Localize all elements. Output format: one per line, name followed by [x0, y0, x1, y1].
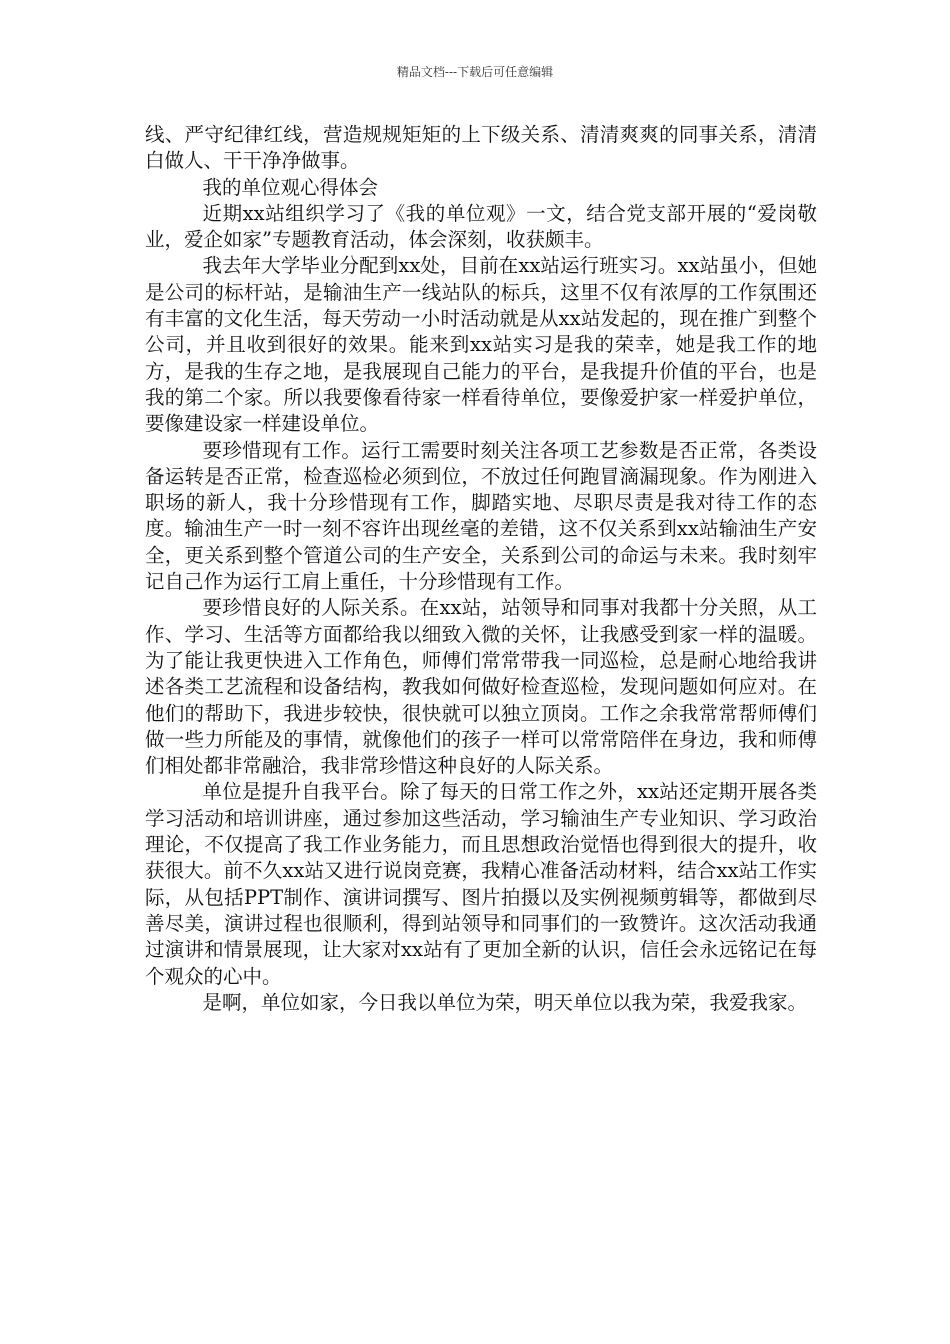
document-body	[145, 122, 817, 1016]
paragraph-cherish-work: 要珍惜现有工作。运行工需要时刻关注各项工艺参数是否正常，各类设备运转是否正常，检查巡检必须到位，不放过任何跑冒滴漏现象。作为刚进入职场的新人，我十分珍惜现有工作，脚踏实地、尽职尽责是我对待工作的态度。输油生产一时一刻不容许出现丝毫的差错，这不仅关系到xx站输油生产安全，更关系到整个管道公司的生产安全，关系到公司的命运与未来。我时刻牢记自己作为运行工肩上重任，十分珍惜现有工作。	[145, 438, 817, 594]
paragraph-intro: 近期xx站组织学习了《我的单位观》一文，结合党支部开展的“爱岗敬业，爱企如家”专题教育活动，体会深刻，收获颇丰。	[145, 201, 817, 252]
paragraph-relationships: 要珍惜良好的人际关系。在xx站，站领导和同事对我都十分关照，从工作、学习、生活等方面都给我以细致入微的关怀，让我感受到家一样的温暖。为了能让我更快进入工作角色，师傅们常常带我一同巡检，总是耐心地给我讲述各类工艺流程和设备结构，教我如何做好检查巡检，发现问题如何应对。在他们的帮助下，我进步较快，很快就可以独立顶岗。工作之余我常常帮师傅们做一些力所能及的事情，就像他们的孩子一样可以常常陪伴在身边，我和师傅们相处都非常融洽，我非常珍惜这种良好的人际关系。	[145, 596, 817, 778]
paragraph-continuation: 线、严守纪律红线，营造规规矩矩的上下级关系、清清爽爽的同事关系，清清白做人、干干净净做事。	[145, 123, 817, 173]
paragraph-conclusion: 是啊，单位如家，今日我以单位为荣，明天单位以我为荣，我爱我家。	[202, 990, 808, 1014]
paragraph-background: 我去年大学毕业分配到xx处，目前在xx站运行班实习。xx站虽小，但她是公司的标杆站，是输油生产一线站队的标兵，这里不仅有浓厚的工作氛围还有丰富的文化生活，每天劳动一小时活动就是从xx站发起的，现在推广到整个公司，并且收到很好的效果。能来到xx站实习是我的荣幸，她是我工作的地方，是我的生存之地，是我展现自己能力的平台，是我提升价值的平台，也是我的第二个家。所以我要像看待家一样看待单位，要像爱护家一样爱护单位，要像建设家一样建设单位。	[145, 254, 817, 436]
paragraph-self-improvement: 单位是提升自我平台。除了每天的日常工作之外，xx站还定期开展各类学习活动和培训讲座，通过参加这些活动，学习输油生产专业知识、学习政治理论，不仅提高了我工作业务能力，而且思想政治觉悟也得到很大的提升，收获很大。前不久xx站又进行说岗竞赛，我精心准备活动材料，结合xx站工作实际，从包括PPT制作、演讲词撰写、图片拍摄以及实例视频剪辑等，都做到尽善尽美，演讲过程也很顺利，得到站领导和同事们的一致赞许。这次活动我通过演讲和情景展现，让大家对xx站有了更加全新的认识，信任会永远铭记在每个观众的心中。	[145, 780, 817, 988]
section-title: 我的单位观心得体会	[202, 175, 379, 199]
page-header: 精品文档---下载后可任意编辑	[396, 65, 554, 79]
